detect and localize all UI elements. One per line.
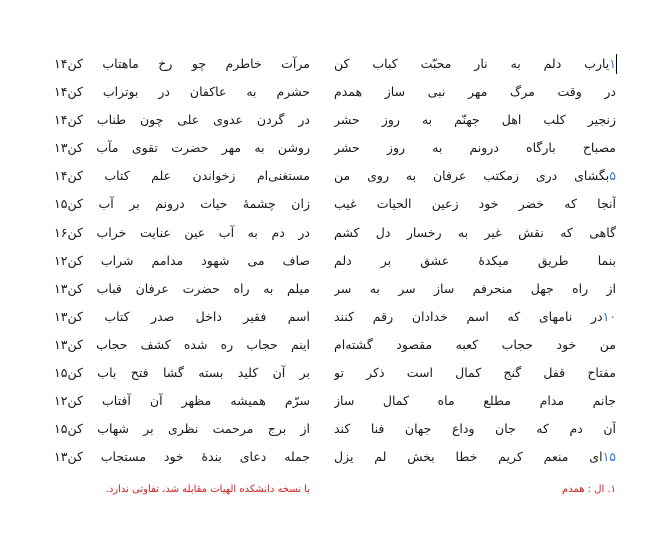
- verse-text: بنما طریق میکدهٔ عشق بر دلم: [334, 252, 616, 268]
- verse-text: زنجیر کلب اهل جهنّم به روز حشر: [334, 112, 616, 128]
- verse-second-hemistich: روشن به مهر حضرت تقوی مآب کن۱۳: [54, 140, 310, 156]
- text-cursor: [616, 54, 617, 74]
- verse-text: مصباح بارگاه درونم به روز حشر: [334, 140, 616, 156]
- verse-text: آنجا که خضر خود زعین الحیات غیب: [334, 196, 616, 212]
- verse-second-hemistich: جمله دعای بندهٔ خود مستجاب کن۱۳: [54, 449, 310, 465]
- verse-text: من خود حجاب کعبه مقصود گشته‌ام: [334, 336, 616, 352]
- verse-second-hemistich: بر آن کلید بسته گشا فتح باب کن۱۵: [54, 365, 310, 381]
- verse-text: در نامهای که اسم خدادان رقم کنند: [334, 308, 603, 324]
- verse-number: ۱۵: [602, 449, 616, 465]
- verse-second-hemistich: مرآت خاطرم چو رخ ماهتاب کن۱۴: [54, 56, 310, 71]
- verse-first-hemistich: [334, 162, 616, 190]
- verse-first-hemistich: [334, 415, 616, 443]
- verse-text: یارب دلم به نار محبّت کباب کن: [334, 56, 610, 71]
- verse-first-hemistich: [334, 134, 616, 162]
- verse-first-hemistich: [334, 359, 616, 387]
- verse-second-hemistich: سرّم همیشه مظهر آن آفتاب کن۱۲: [54, 393, 310, 409]
- verse-text: مفتاح قفل گنج کمال است ذکر تو: [334, 365, 616, 381]
- left-hemistich-column: [54, 50, 310, 471]
- footnote-variant: ۱. ال : همدم: [562, 484, 616, 495]
- right-hemistich-column: [334, 50, 616, 471]
- verse-second-hemistich: صاف می شهود مدامم شراب کن۱۲: [54, 252, 310, 268]
- verse-number: ۱: [609, 56, 616, 71]
- footnote-collation-note: با نسخه دانشکده الهیات مقابله شد، تفاوتی ندارد.: [105, 484, 310, 495]
- verse-first-hemistich: [334, 219, 616, 247]
- verse-number: ۱۰: [602, 308, 616, 324]
- verse-first-hemistich: [334, 106, 616, 134]
- verse-first-hemistich: [334, 303, 616, 331]
- verse-second-hemistich: میلم به راه حضرت عرفان قباب کن۱۳: [54, 280, 310, 296]
- verse-second-hemistich: مستغنی‌ام زخواندن علم کتاب کن۱۴: [54, 168, 310, 184]
- verse-second-hemistich: از برج مرحمت نظری بر شهاب کن۱۵: [54, 421, 310, 437]
- verse-first-hemistich: [334, 331, 616, 359]
- verse-first-hemistich: [334, 275, 616, 303]
- verse-second-hemistich: در گردن عدوی علی چون طناب کن۱۴: [54, 112, 310, 128]
- verse-second-hemistich: در دم به آب عین عنایت خراب کن۱۶: [54, 224, 310, 240]
- verse-text: آن دم که جان وداع جهان فنا کند: [334, 421, 616, 437]
- verse-first-hemistich: [334, 387, 616, 415]
- verse-first-hemistich: [334, 247, 616, 275]
- verse-text: گاهی که نقش غیر به رخسار دل کشم: [334, 224, 616, 240]
- verse-second-hemistich: اینم حجاب ره شده کشف حجاب کن۱۳: [54, 336, 310, 352]
- verse-second-hemistich: زان چشمهٔ حیات درونم بر آب کن۱۵: [54, 196, 310, 212]
- verse-second-hemistich: حشرم به عاکفان در بوتراب کن۱۴: [54, 84, 310, 100]
- verse-text: جانم مدام مطلع ماه کمال ساز: [334, 393, 616, 409]
- verse-first-hemistich: [334, 190, 616, 218]
- verse-text: در وقت مرگ مهر نبی ساز همدم: [334, 84, 616, 100]
- verse-first-hemistich: [334, 50, 616, 78]
- verse-first-hemistich: [334, 443, 616, 471]
- verse-number: ۵: [609, 168, 616, 184]
- verse-second-hemistich: اسم فقیر داخل صدر کتاب کن۱۳: [54, 308, 310, 324]
- verse-text: بگشای دری زمکتب عرفان به روی من: [334, 168, 610, 184]
- verse-text: از راه جهل منحرفم ساز سر به سر: [334, 280, 616, 296]
- verse-first-hemistich: [334, 78, 616, 106]
- verse-text: ای منعم کریم خطا بخش لم یزل: [334, 449, 603, 465]
